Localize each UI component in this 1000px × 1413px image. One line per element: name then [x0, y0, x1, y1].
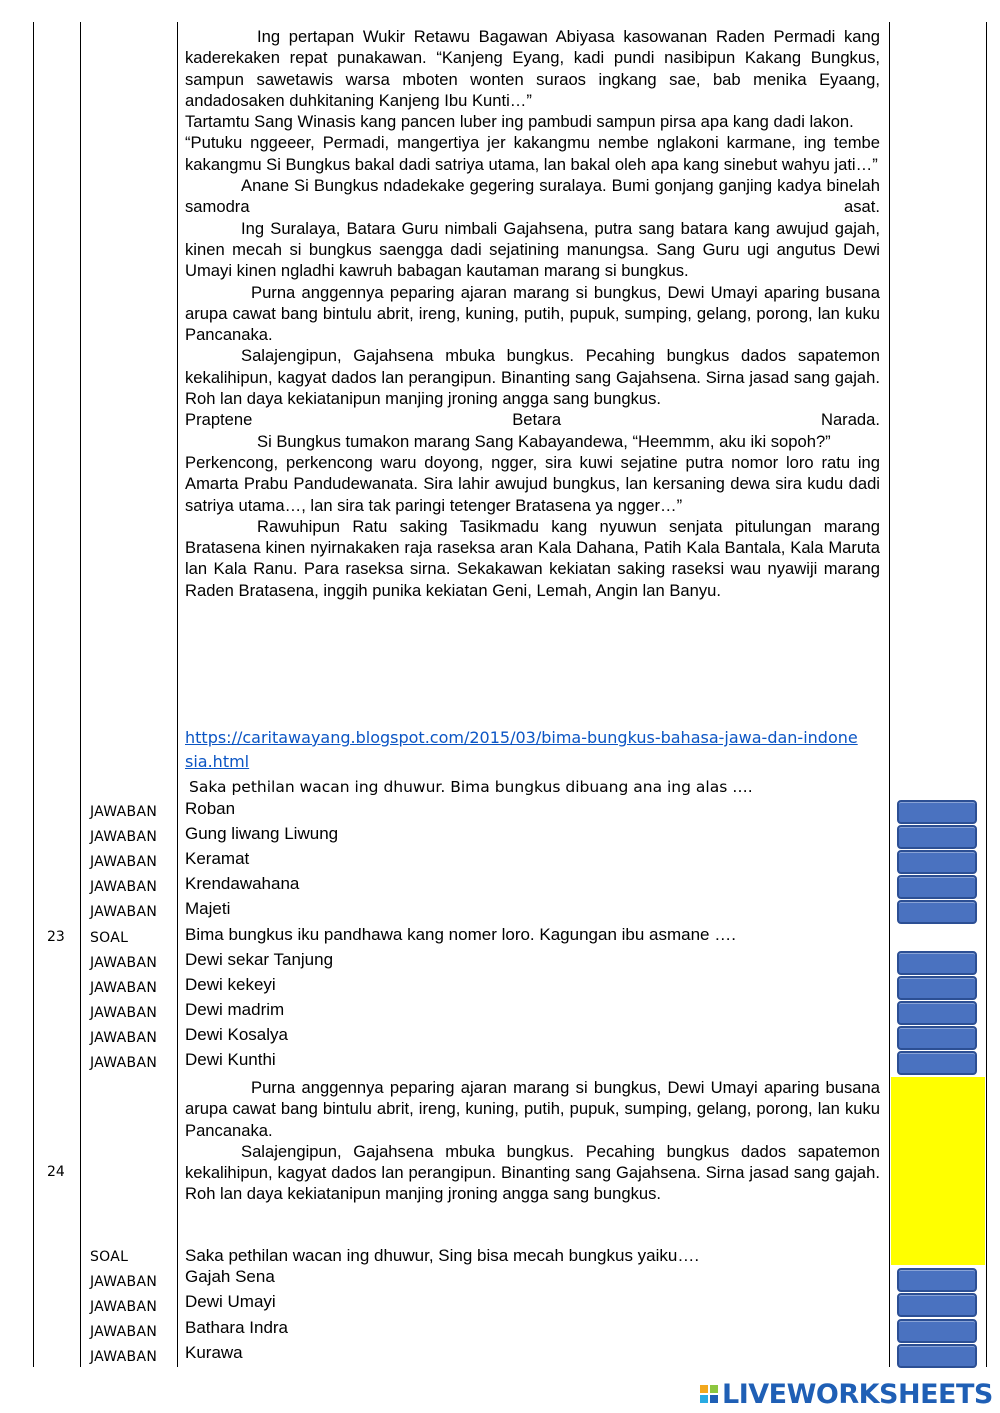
passage-paragraph: Ing pertapan Wukir Retawu Bagawan Abiyasa kasowanan Raden Permadi kang kaderekaken repat punakawan. “Kanjeng Eyang, kadi pundi nasibipun Kakang Bungkus, sampun sawetawis warsa mboten wonten suraos ingkang sae, bab menika Eyaang, andadosaken duhkitaning Kanjeng Ibu Kunti…”: [185, 27, 880, 110]
question-23-number: 23: [47, 929, 65, 945]
passage-paragraph: Anane Si Bungkus ndadekake gegering suralaya. Bumi gonjang ganjing kadya binelah samodra asat.: [185, 176, 880, 217]
answer-choice-box[interactable]: [897, 900, 977, 924]
reading-passage: [185, 26, 880, 601]
answer-label: JAWABAN: [90, 804, 158, 820]
passage-paragraph: Si Bungkus tumakon marang Sang Kabayandewa, “Heemmm, aku iki sopoh?”: [257, 431, 831, 451]
brand-name: LIVEWORKSHEETS: [722, 1378, 993, 1410]
answer-label: JAWABAN: [90, 1324, 158, 1340]
answer-choice-box[interactable]: [897, 800, 977, 824]
answer-choice-box[interactable]: [897, 875, 977, 899]
question-24-number: 24: [47, 1164, 65, 1180]
question-label: SOAL: [90, 930, 129, 946]
table-border-question-column: [889, 22, 890, 1367]
answer-option: Dewi Umayi: [185, 1292, 276, 1311]
answer-label: JAWABAN: [90, 1349, 158, 1365]
answer-label: JAWABAN: [90, 1030, 158, 1046]
answer-choice-box[interactable]: [897, 825, 977, 849]
source-link[interactable]: https://caritawayang.blogspot.com/2015/03/bima-bungkus-bahasa-jawa-dan-indonesia.html: [185, 728, 858, 771]
answer-option: Kurawa: [185, 1343, 243, 1362]
table-border-left: [33, 22, 34, 1367]
answer-label: JAWABAN: [90, 1055, 158, 1071]
passage-paragraph: Purna anggennya peparing ajaran marang si bungkus, Dewi Umayi aparing busana arupa cawat bang bintulu abrit, ireng, kuning, putih, pupuk, sumping, gelang, porong, lan kuku Pancanaka.: [185, 282, 880, 345]
answer-label: JAWABAN: [90, 955, 158, 971]
answer-choice-box[interactable]: [897, 951, 977, 975]
answer-label: JAWABAN: [90, 879, 158, 895]
passage-paragraph: Rawuhipun Ratu saking Tasikmadu kang nyuwun senjata pitulungan marang Bratasena kinen nyirnakaken raja raseksa aran Kala Dahana, Patih Kala Bantala, Kala Maruta lan Kala Ranu. Para raseksa sirna. Sekakawan kekiatan saking raseksi wau nyawiji marang Raden Bratasena, inggih punika kekiatan Geni, Lemah, Angin lan Banyu.: [185, 516, 880, 600]
answer-option: Majeti: [185, 899, 231, 918]
answer-label: JAWABAN: [90, 1299, 158, 1315]
answer-choice-box[interactable]: [897, 1344, 977, 1368]
answer-choice-box[interactable]: [897, 976, 977, 1000]
question-23-text: Bima bungkus iku pandhawa kang nomer loro. Kagungan ibu asmane ….: [185, 925, 736, 944]
answer-option: Dewi kekeyi: [185, 975, 276, 994]
answer-option: Dewi Kunthi: [185, 1050, 276, 1069]
liveworksheets-logo: [700, 1378, 993, 1410]
answer-choice-box[interactable]: [897, 1293, 977, 1317]
answer-option: Gajah Sena: [185, 1267, 275, 1286]
answer-choice-box[interactable]: [897, 1268, 977, 1292]
answer-choice-box[interactable]: [897, 850, 977, 874]
liveworksheets-logo-icon: [700, 1385, 718, 1403]
answer-label: JAWABAN: [90, 829, 158, 845]
table-border-number-column: [80, 22, 81, 1367]
answer-label: JAWABAN: [90, 904, 158, 920]
passage-paragraph: Purna anggennya peparing ajaran marang si bungkus, Dewi Umayi aparing busana arupa cawat bang bintulu abrit, ireng, kuning, putih, pupuk, sumping, gelang, porong, lan kuku Pancanaka.: [185, 1078, 880, 1140]
question-24-passage: [185, 1077, 880, 1205]
answer-choice-box[interactable]: [897, 1001, 977, 1025]
answer-option: Dewi sekar Tanjung: [185, 950, 334, 969]
answer-choice-box[interactable]: [897, 1026, 977, 1050]
answer-label: JAWABAN: [90, 854, 158, 870]
answer-option: Bathara Indra: [185, 1318, 289, 1337]
passage-paragraph: Perkencong, perkencong waru doyong, ngger, sira kuwi sejatine putra nomor loro ratu ing Amarta Prabu Pandudewanata. Sira lahir awujud bungkus, lan kersaning dewa sira kudu dadi satriya utama…, lan sira tak paringi tetenger Bratasena ya ngger…”: [185, 452, 880, 515]
answer-choice-box[interactable]: [897, 1319, 977, 1343]
question-24-text: Saka pethilan wacan ing dhuwur, Sing bisa mecah bungkus yaiku….: [185, 1246, 700, 1265]
answer-option: Dewi Kosalya: [185, 1025, 288, 1044]
passage-paragraph: “Putuku nggeeer, Permadi, mangertiya jer kakangmu nembe nglakoni karmane, ing tembe kakangmu Si Bungkus bakal dadi satriya utama, lan bakal oleh apa kang sinebut wahyu jati…”: [185, 133, 880, 174]
answer-label: JAWABAN: [90, 1005, 158, 1021]
passage-paragraph: Salajengipun, Gajahsena mbuka bungkus. Pecahing bungkus dados sapatemon kekalihipun, kagyat dados lan perangipun. Binanting sang Gajahsena. Sirna jasad sang gajah. Roh lan daya kekiatanipun manjing jroning angga sang bungkus.: [185, 346, 880, 409]
answer-option: Keramat: [185, 849, 250, 868]
answer-choice-box[interactable]: [897, 1051, 977, 1075]
answer-label: JAWABAN: [90, 1274, 158, 1290]
passage-paragraph: Praptene Betara Narada.: [185, 410, 880, 430]
answer-option: Roban: [185, 799, 236, 818]
question-22-text: Saka pethilan wacan ing dhuwur. Bima bungkus dibuang ana ing alas ….: [189, 778, 753, 796]
answer-label: JAWABAN: [90, 980, 158, 996]
answer-option: Krendawahana: [185, 874, 300, 893]
passage-paragraph: Tartamtu Sang Winasis kang pancen luber ing pambudi sampun pirsa apa kang dadi lakon.: [185, 112, 854, 132]
passage-paragraph: Ing Suralaya, Batara Guru nimbali Gajahsena, putra sang batara kang awujud gajah, kinen mecah si bungkus saengga dadi sejatining manungsa. Sang Guru ugi angutus Dewi Umayi kinen ngladhi kawruh babagan kautaman marang si bungkus.: [185, 218, 880, 281]
table-border-label-column: [177, 22, 178, 1367]
passage-paragraph: Salajengipun, Gajahsena mbuka bungkus. Pecahing bungkus dados sapatemon kekalihipun, kagyat dados lan perangipun. Binanting sang Gajahsena. Sirna jasad sang gajah. Roh lan daya kekiatanipun manjing jroning angga sang bungkus.: [185, 1141, 880, 1204]
answer-option: Dewi madrim: [185, 1000, 285, 1019]
question-label: SOAL: [90, 1249, 129, 1265]
answer-option: Gung liwang Liwung: [185, 824, 339, 843]
table-border-right: [986, 22, 987, 1367]
answer-drop-zone[interactable]: [891, 1077, 985, 1265]
